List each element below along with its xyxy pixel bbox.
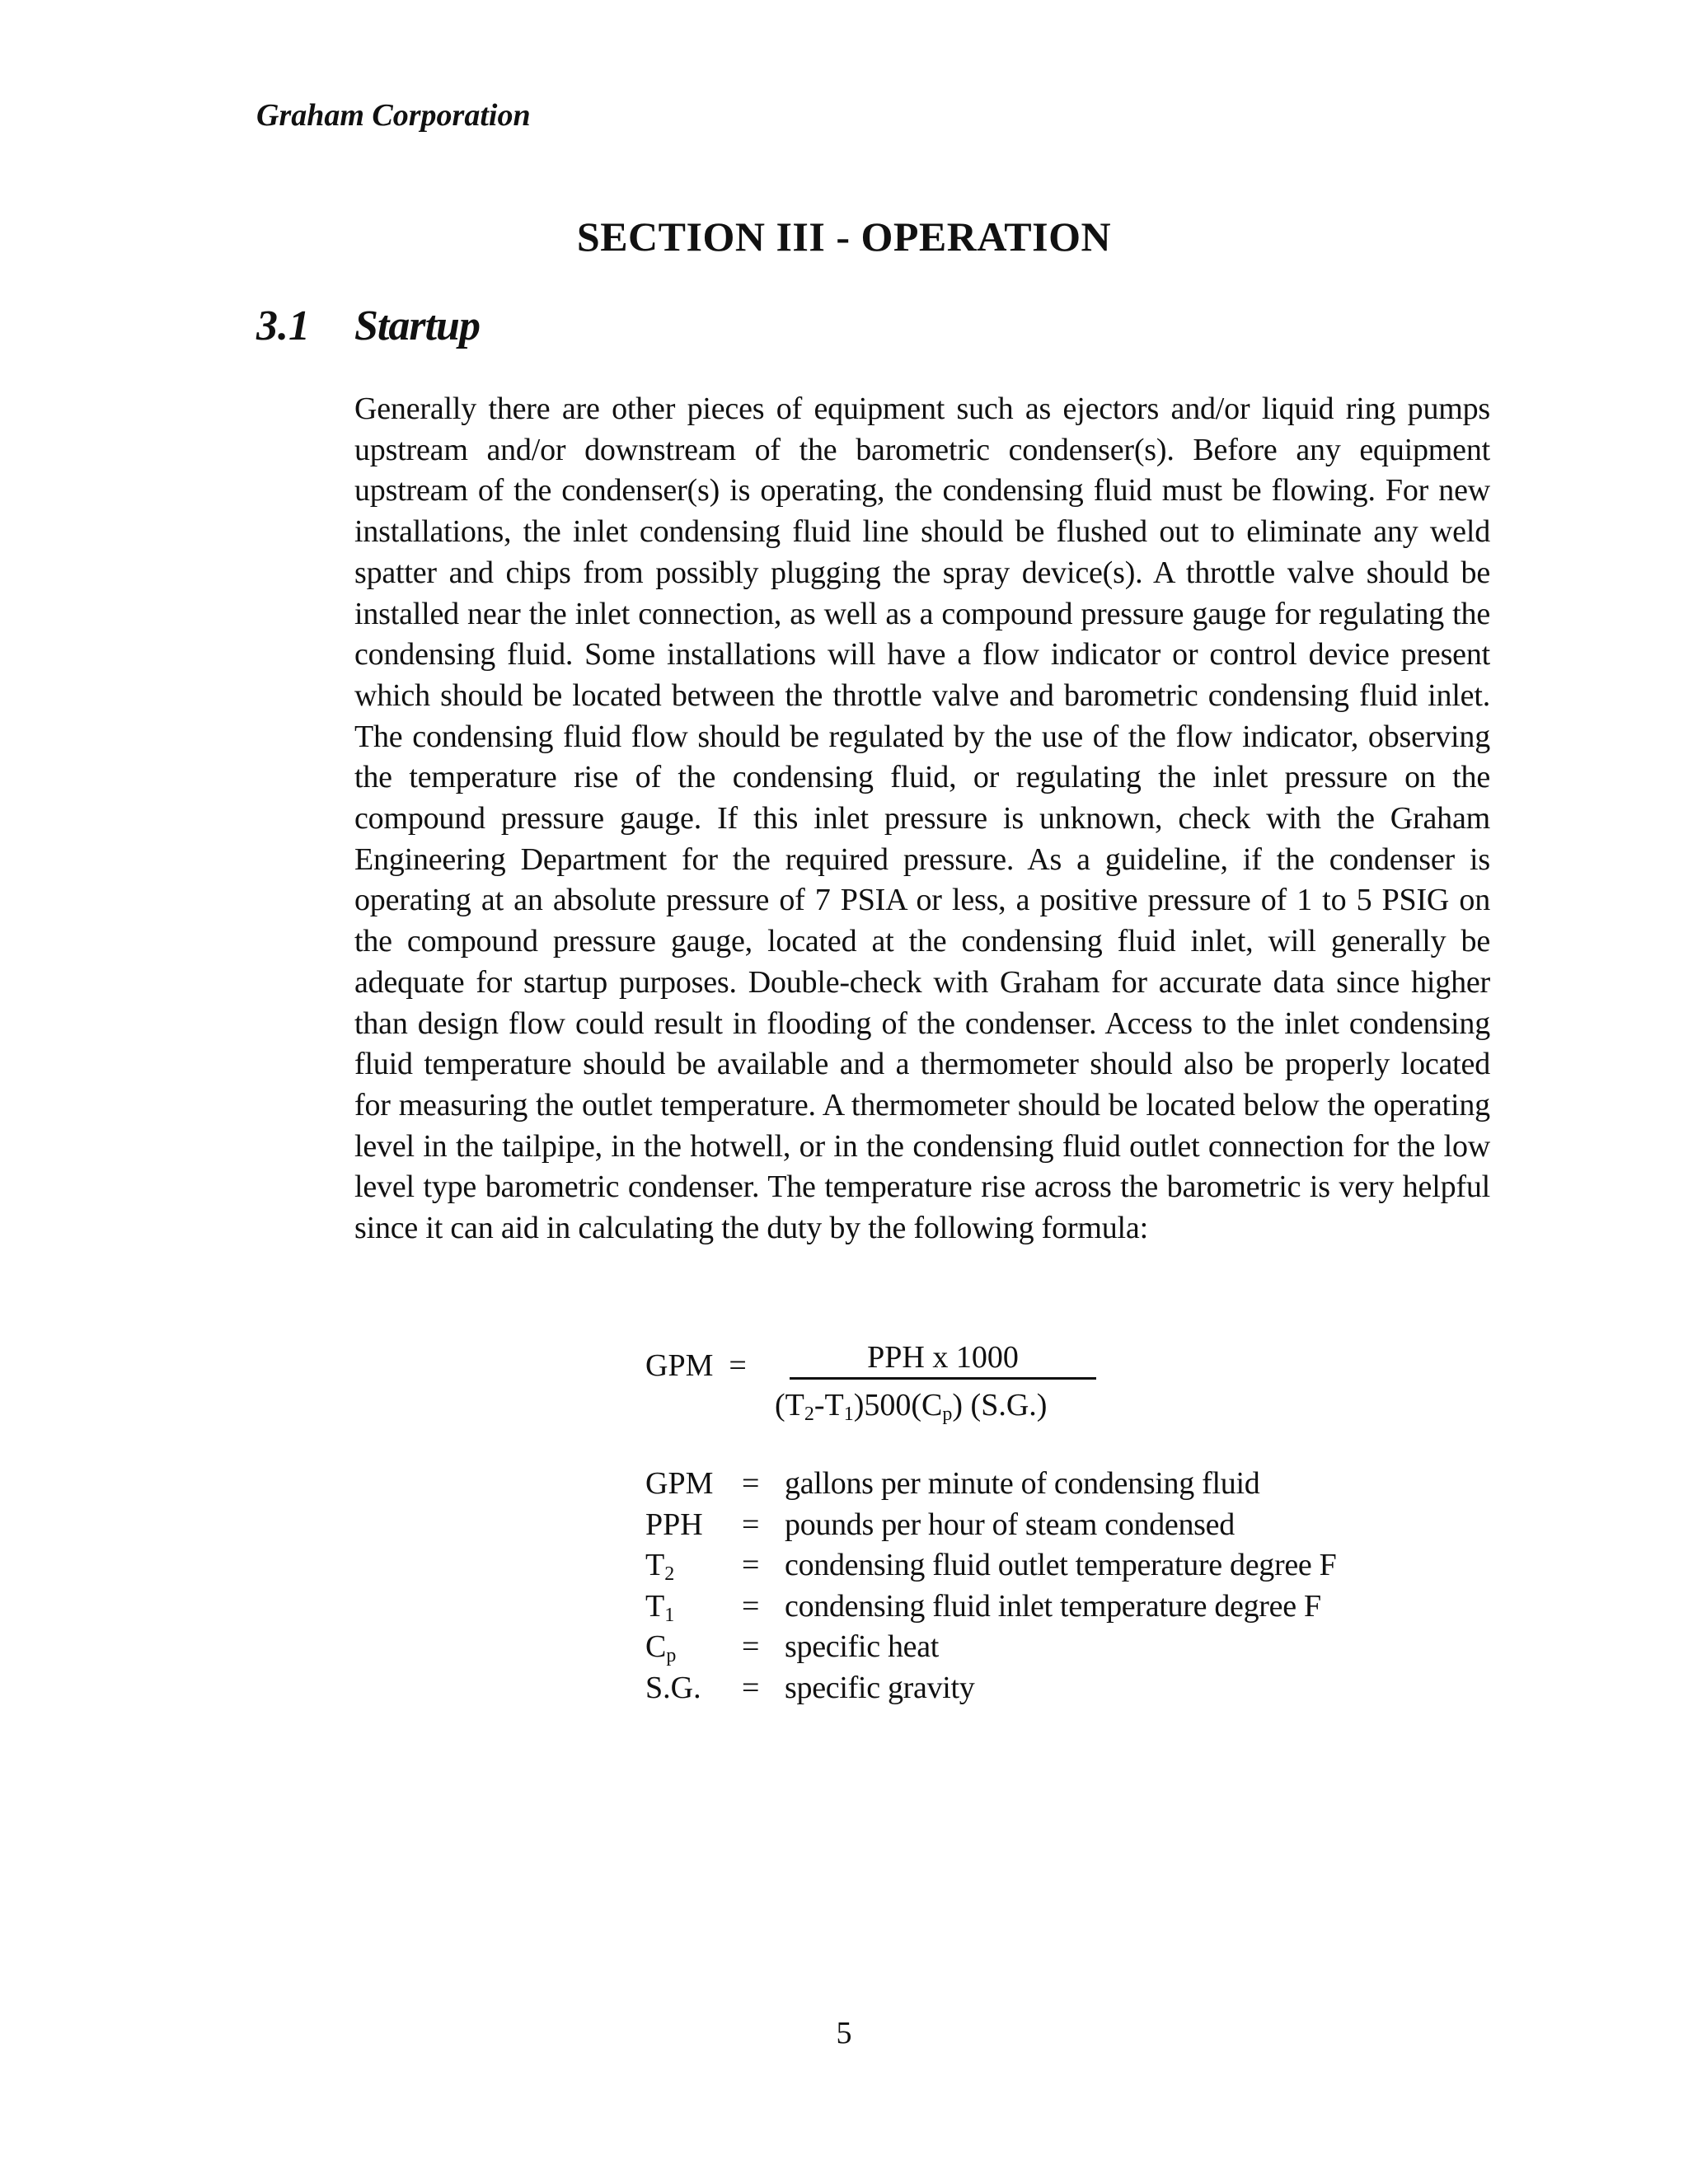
definition-description: condensing fluid outlet temperature degree F	[785, 1548, 1337, 1582]
definition-symbol: PPH	[645, 1507, 703, 1542]
definition-description: pounds per hour of steam condensed	[785, 1507, 1235, 1542]
formula-lhs-symbol: GPM	[645, 1348, 714, 1383]
definition-equals: =	[742, 1548, 760, 1582]
body-paragraph: Generally there are other pieces of equipment such as ejectors and/or liquid ring pumps upstream and/or downstream of the barometric condenser(s). Before any equipment upstream of the condenser(s) is operating, the condensing fluid must be flowing. For new installations, the inlet condensing fluid line should be flushed out to eliminate any weld spatter and chips from possibly plugging the spray device(s). A throttle valve should be installed near the inlet connection, as well as a compound pressure gauge for regulating the condensing fluid. Some installations will have a flow indicator or control device present which should be located between the throttle valve and barometric condensing fluid inlet. The condensing fluid flow should be regulated by the use of the flow indicator, observing the temperature rise of the condensing fluid, or regulating the inlet pressure on the compound pressure gauge. If this inlet pressure is unknown, check with the Graham Engineering Department for the required pressure. As a guideline, if the condenser is operating at an absolute pressure of 7 PSIA or less, a positive pressure of 1 to 5 PSIG on the compound pressure gauge, located at the condensing fluid inlet, will generally be adequate for startup purposes. Double-check with Graham for accurate data since higher than design flow could result in flooding of the condenser. Access to the inlet condensing fluid temperature should be available and a thermometer should also be properly located for measuring the outlet temperature. A thermometer should be located below the operating level in the tailpipe, in the hotwell, or in the condensing fluid outlet connection for the low level type barometric condenser. The temperature rise across the barometric is very helpful since it can aid in calculating the duty by the following formula:	[354, 391, 1490, 1246]
definition-symbol: $T_2$	[645, 1548, 675, 1585]
definition-description: specific gravity	[785, 1670, 975, 1705]
definition-symbol: $T_1$	[645, 1588, 675, 1626]
subsection-title: Startup	[354, 302, 480, 349]
definition-description: specific heat	[785, 1629, 940, 1664]
fraction-bar	[790, 1377, 1096, 1380]
definition-description: condensing fluid inlet temperature degree F	[785, 1588, 1321, 1624]
definition-equals: =	[742, 1507, 760, 1542]
definition-description: gallons per minute of condensing fluid	[785, 1466, 1260, 1501]
definition-equals: =	[742, 1629, 760, 1664]
page-header-company: Graham Corporation	[256, 98, 531, 133]
formula-numerator: PPH x 1000	[867, 1340, 1019, 1375]
definition-equals: =	[742, 1588, 760, 1624]
subsection-number: 3.1	[256, 302, 310, 349]
definition-symbol: GPM	[645, 1466, 714, 1501]
page-number: 5	[836, 2016, 852, 2050]
formula-lhs	[645, 1347, 747, 1384]
section-title: SECTION III - OPERATION	[576, 213, 1112, 260]
definition-equals: =	[742, 1670, 760, 1705]
definition-symbol: S.G.	[645, 1670, 701, 1705]
formula-equals: =	[729, 1348, 747, 1383]
formula-denominator: $(T_2-T_1)500(C_p)$ (S.G.)	[775, 1388, 1048, 1425]
definition-symbol: $C_p$	[645, 1629, 677, 1666]
definition-equals: =	[742, 1466, 760, 1501]
